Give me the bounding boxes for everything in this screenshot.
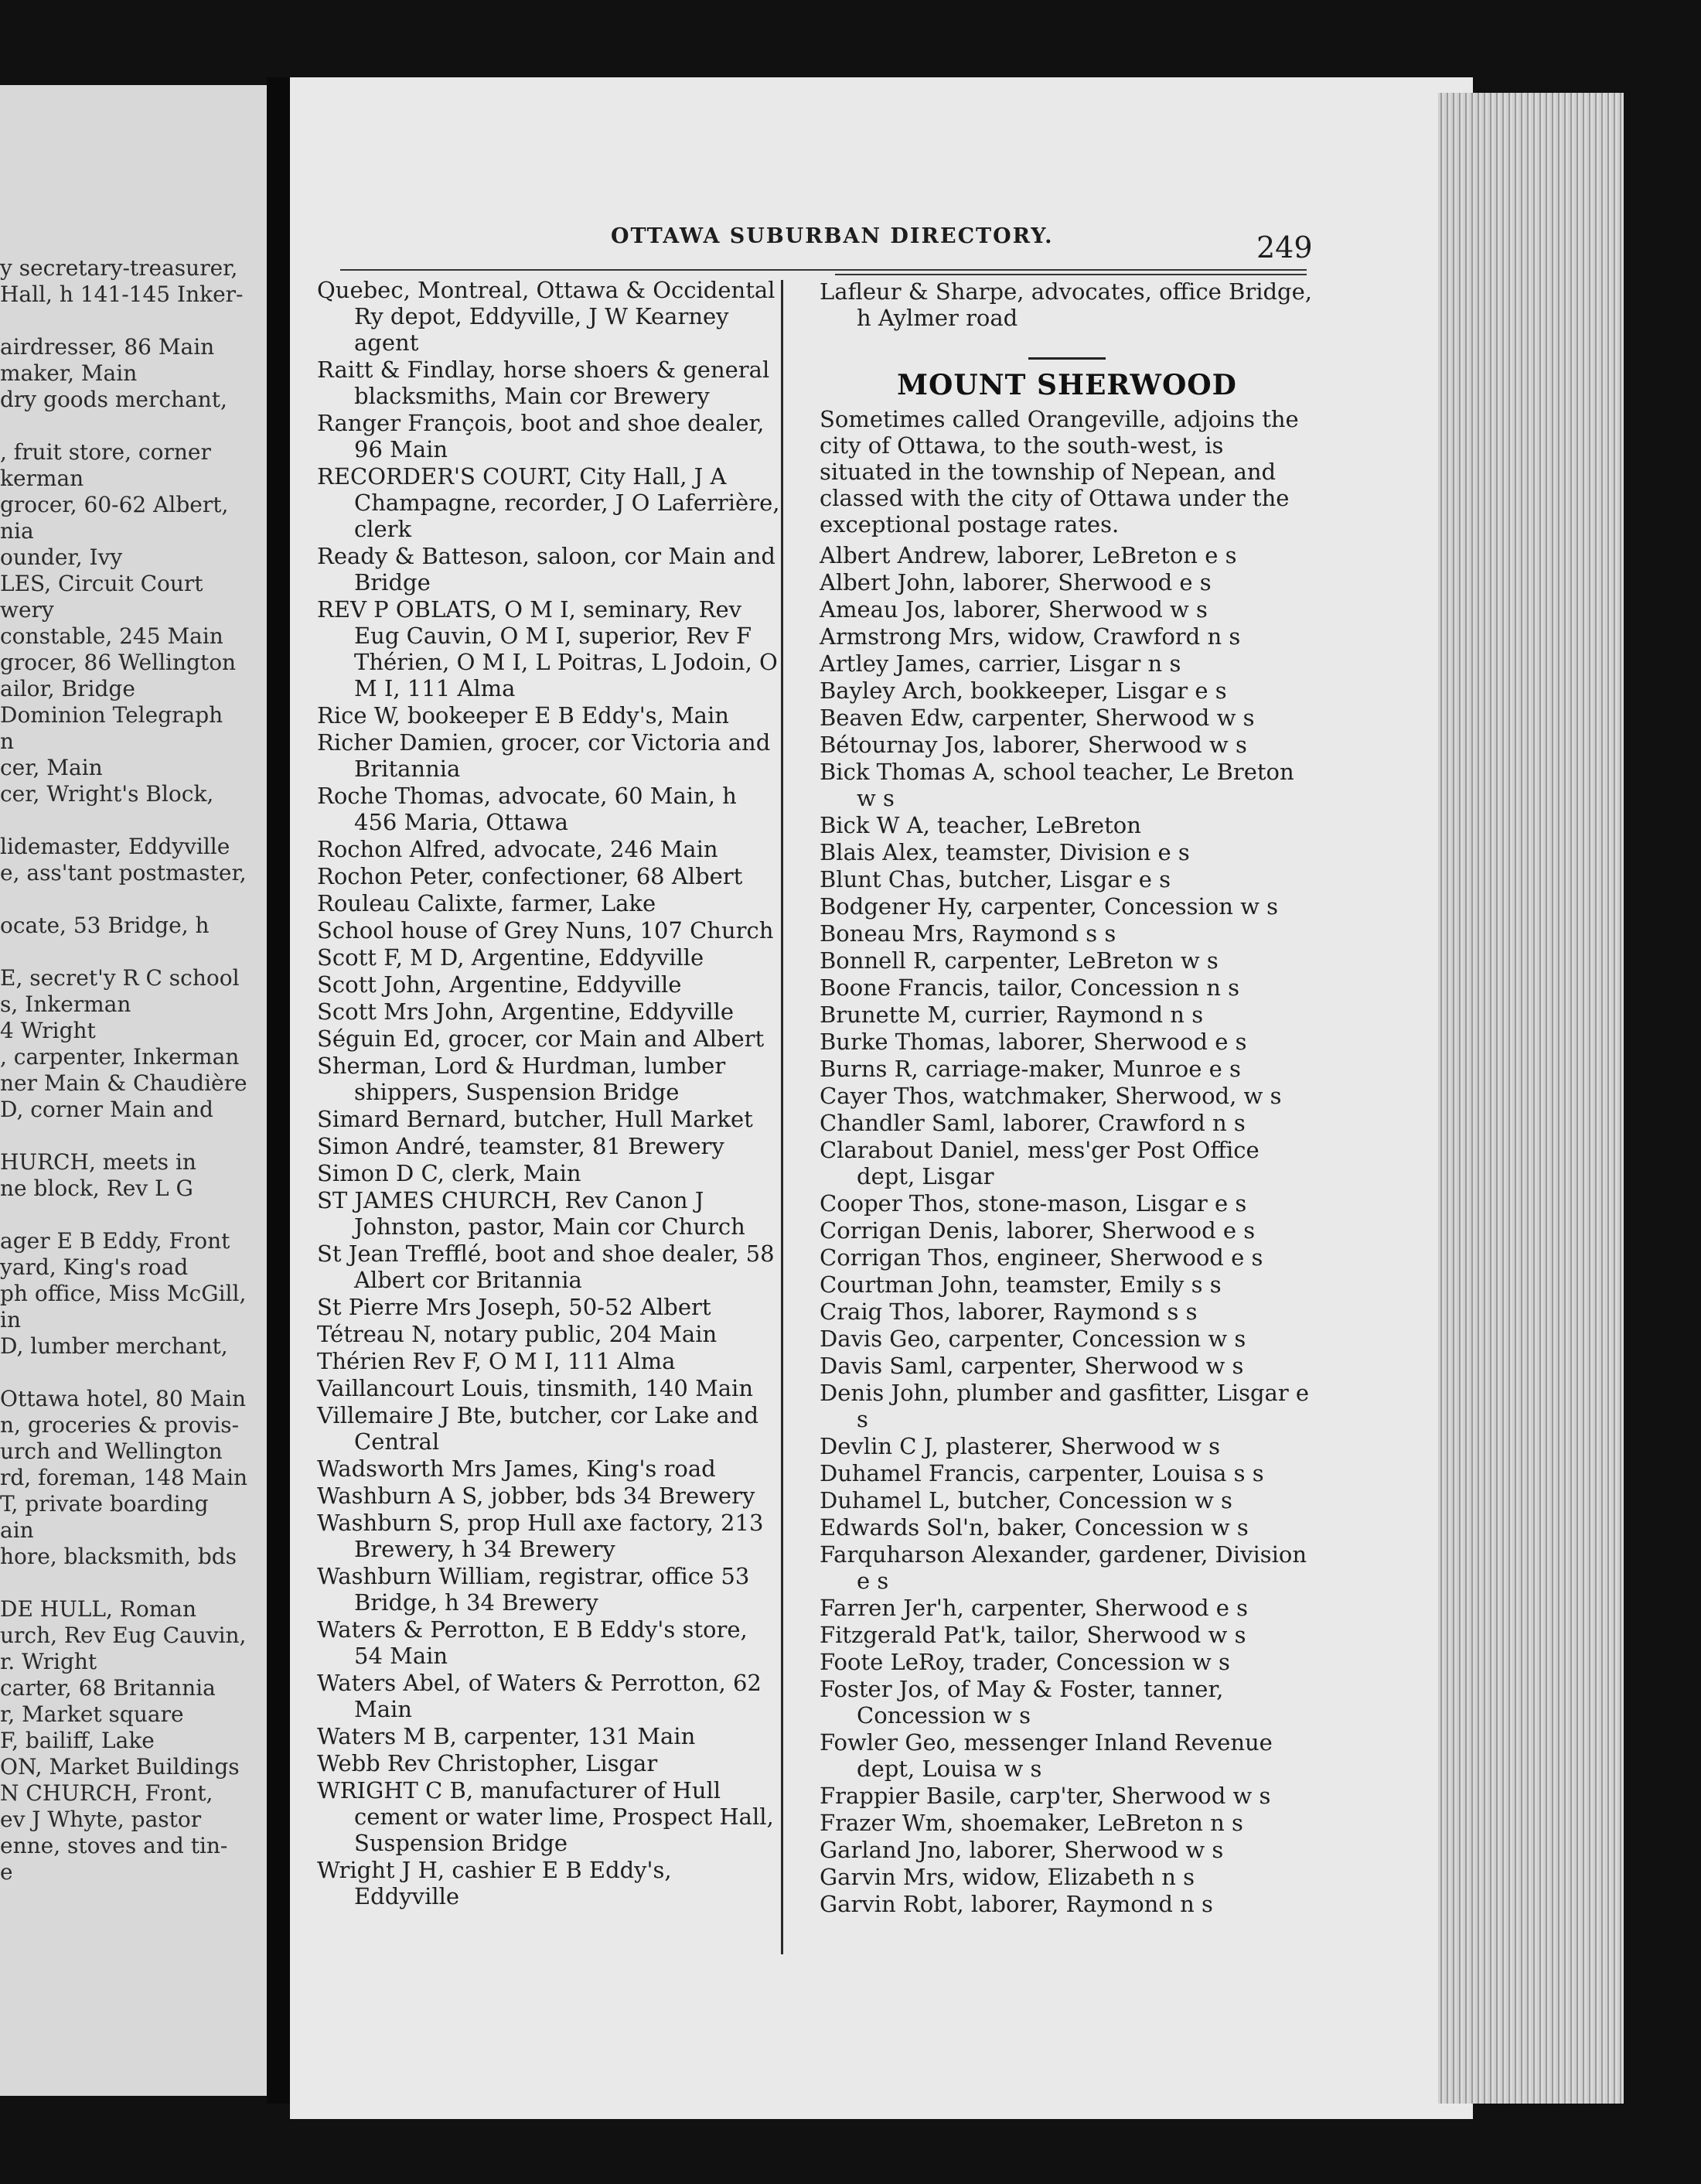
page-number: 249 <box>1256 230 1313 264</box>
directory-column-left <box>317 277 781 1910</box>
left-page-line: yard, King's road <box>0 1254 189 1280</box>
directory-entry: Washburn William, registrar, office 53 Bridge, h 34 Brewery <box>317 1563 750 1616</box>
left-page-line: enne, stoves and tin- <box>0 1833 228 1858</box>
left-page-line: Dominion Telegraph <box>0 702 223 728</box>
directory-entry: Foote LeRoy, trader, Concession w s <box>820 1649 1230 1675</box>
left-page-line: wery <box>0 597 54 623</box>
section-rule <box>1028 357 1106 360</box>
left-page-line: n <box>0 729 15 754</box>
left-page-line: Hall, h 141-145 Inker- <box>0 282 244 307</box>
directory-entry: Rochon Peter, confectioner, 68 Albert <box>317 863 743 889</box>
directory-entry: Rouleau Calixte, farmer, Lake <box>317 890 656 916</box>
directory-entry: Simon André, teamster, 81 Brewery <box>317 1133 724 1159</box>
directory-entry: Albert Andrew, laborer, LeBreton e s <box>820 542 1237 568</box>
directory-entry: Waters Abel, of Waters & Perrotton, 62 Main <box>317 1670 762 1722</box>
directory-entry: Raitt & Findlay, horse shoers & general blacksmiths, Main cor Brewery <box>317 357 770 409</box>
left-page-line: Ottawa hotel, 80 Main <box>0 1386 247 1411</box>
directory-entry: Bonnell R, carpenter, LeBreton w s <box>820 947 1219 974</box>
left-page-line: lidemaster, Eddyville <box>0 834 230 859</box>
left-page-line: , fruit store, corner <box>0 439 211 465</box>
left-page-line: , carpenter, Inkerman <box>0 1044 240 1070</box>
directory-entry: Corrigan Denis, laborer, Sherwood e s <box>820 1217 1256 1244</box>
left-page-line: nia <box>0 518 34 544</box>
directory-entry: Boneau Mrs, Raymond s s <box>820 920 1116 947</box>
left-page-line: e <box>0 1859 13 1885</box>
directory-entry: St Pierre Mrs Joseph, 50-52 Albert <box>317 1294 711 1320</box>
directory-entry: Simard Bernard, butcher, Hull Market <box>317 1106 753 1132</box>
left-page-line: ounder, Ivy <box>0 544 123 570</box>
directory-entry: Fowler Geo, messenger Inland Revenue dept, Louisa w s <box>820 1729 1273 1782</box>
directory-entry: REV P OBLATS, O M I, seminary, Rev Eug Cauvin, O M I, superior, Rev F Thérien, O M I, L Poitras, L Jodoin, O M I, 111 Alma <box>317 596 778 701</box>
directory-entry: Thérien Rev F, O M I, 111 Alma <box>317 1348 676 1374</box>
directory-entry: Clarabout Daniel, mess'ger Post Office dept, Lisgar <box>820 1137 1260 1189</box>
left-page-line: ocate, 53 Bridge, h <box>0 913 210 938</box>
left-page-line: urch and Wellington <box>0 1438 223 1464</box>
directory-entry: RECORDER'S COURT, City Hall, J A Champagne, recorder, J O Laferrière, clerk <box>317 463 780 542</box>
left-page-line: carter, 68 Britannia <box>0 1675 216 1701</box>
left-page-line: F, bailiff, Lake <box>0 1728 155 1753</box>
left-page-fragment <box>0 85 267 2096</box>
left-page-line: r, Market square <box>0 1701 184 1727</box>
directory-entry: WRIGHT C B, manufacturer of Hull cement or water lime, Prospect Hall, Suspension Bridge <box>317 1777 774 1856</box>
directory-entry: Craig Thos, laborer, Raymond s s <box>820 1298 1198 1325</box>
left-page-line: in <box>0 1307 21 1333</box>
directory-entry: Courtman John, teamster, Emily s s <box>820 1271 1222 1298</box>
left-page-line: N CHURCH, Front, <box>0 1780 213 1806</box>
left-page-line: kerman <box>0 466 84 491</box>
directory-entry: Vaillancourt Louis, tinsmith, 140 Main <box>317 1375 753 1401</box>
directory-entry: Waters M B, carpenter, 131 Main <box>317 1723 696 1749</box>
section-intro: Sometimes called Orangeville, adjoins the city of Ottawa, to the south-west, is situated in the township of Nepean, and classed with the city of Ottawa under the exceptional postage rates. <box>820 406 1299 537</box>
left-page-line: y secretary-treasurer, <box>0 255 238 281</box>
directory-entry: Washburn A S, jobber, bds 34 Brewery <box>317 1483 755 1509</box>
directory-entry: Corrigan Thos, engineer, Sherwood e s <box>820 1244 1263 1271</box>
directory-entry: Ameau Jos, laborer, Sherwood w s <box>820 596 1208 623</box>
directory-entry: Frappier Basile, carp'ter, Sherwood w s <box>820 1783 1271 1809</box>
directory-entry: Bodgener Hy, carpenter, Concession w s <box>820 893 1279 920</box>
directory-entry: Duhamel L, butcher, Concession w s <box>820 1487 1232 1513</box>
directory-entry: Garland Jno, laborer, Sherwood w s <box>820 1837 1224 1863</box>
directory-entry: Artley James, carrier, Lisgar n s <box>820 650 1181 677</box>
directory-entry: Davis Saml, carpenter, Sherwood w s <box>820 1353 1244 1379</box>
left-page-line: ailor, Bridge <box>0 676 135 701</box>
directory-entry: Chandler Saml, laborer, Crawford n s <box>820 1110 1246 1136</box>
directory-entry: Cayer Thos, watchmaker, Sherwood, w s <box>820 1083 1282 1109</box>
left-page-line: airdresser, 86 Main <box>0 334 215 360</box>
directory-entry: Waters & Perrotton, E B Eddy's store, 54 Main <box>317 1616 748 1669</box>
left-page-line: dry goods merchant, <box>0 387 227 412</box>
left-page-line: cer, Wright's Block, <box>0 781 214 807</box>
directory-entry: School house of Grey Nuns, 107 Church <box>317 917 774 944</box>
left-page-line: rd, foreman, 148 Main <box>0 1465 248 1490</box>
directory-entry: Rochon Alfred, advocate, 246 Main <box>317 836 718 862</box>
directory-column-right <box>820 278 1314 1918</box>
directory-entry: Quebec, Montreal, Ottawa & Occidental Ry depot, Eddyville, J W Kearney agent <box>317 277 776 356</box>
left-page-line: grocer, 86 Wellington <box>0 650 237 675</box>
left-page-line: maker, Main <box>0 360 138 386</box>
directory-entry: Davis Geo, carpenter, Concession w s <box>820 1326 1246 1352</box>
directory-entry: Scott John, Argentine, Eddyville <box>317 971 682 998</box>
directory-entry: Duhamel Francis, carpenter, Louisa s s <box>820 1460 1264 1486</box>
left-page-line: e, ass'tant postmaster, <box>0 860 247 886</box>
directory-entry: Webb Rev Christopher, Lisgar <box>317 1750 658 1776</box>
directory-entry: Roche Thomas, advocate, 60 Main, h 456 Maria, Ottawa <box>317 783 737 835</box>
directory-entry: Garvin Robt, laborer, Raymond n s <box>820 1891 1213 1917</box>
directory-entry: Burke Thomas, laborer, Sherwood e s <box>820 1029 1247 1055</box>
directory-entry: Ready & Batteson, saloon, cor Main and Bridge <box>317 543 776 595</box>
directory-entry: Séguin Ed, grocer, cor Main and Albert <box>317 1025 765 1052</box>
column-divider <box>781 280 783 1954</box>
directory-entry: Denis John, plumber and gasfitter, Lisgar e s <box>820 1380 1310 1432</box>
left-page-line: ager E B Eddy, Front <box>0 1228 230 1254</box>
left-page-line: 4 Wright <box>0 1018 96 1043</box>
left-page-line: r. Wright <box>0 1649 97 1674</box>
left-page-line: E, secret'y R C school <box>0 965 240 991</box>
left-page-line: constable, 245 Main <box>0 623 223 649</box>
directory-entry: Garvin Mrs, widow, Elizabeth n s <box>820 1864 1195 1890</box>
directory-entry: Bick Thomas A, school teacher, Le Breton w s <box>820 759 1294 811</box>
directory-entry: Scott F, M D, Argentine, Eddyville <box>317 944 704 971</box>
directory-entry: Ranger François, boot and shoe dealer, 96 Main <box>317 410 765 462</box>
directory-entry: Burns R, carriage-maker, Munroe e s <box>820 1056 1241 1082</box>
directory-entry: Farren Jer'h, carpenter, Sherwood e s <box>820 1595 1249 1621</box>
left-page-line: ner Main & Chaudière <box>0 1070 247 1096</box>
directory-entry: Blunt Chas, butcher, Lisgar e s <box>820 866 1171 892</box>
left-page-line: ev J Whyte, pastor <box>0 1807 202 1832</box>
header-rule-double <box>835 274 1307 275</box>
left-page-line: hore, blacksmith, bds <box>0 1544 237 1569</box>
directory-entry: Boone Francis, tailor, Concession n s <box>820 974 1240 1001</box>
directory-entry: Beaven Edw, carpenter, Sherwood w s <box>820 705 1255 731</box>
directory-entry: Lafleur & Sharpe, advocates, office Bridge, h Aylmer road <box>820 278 1312 331</box>
left-page-line: ph office, Miss McGill, <box>0 1281 247 1306</box>
directory-entry: Foster Jos, of May & Foster, tanner, Concession w s <box>820 1676 1224 1728</box>
directory-entry: Villemaire J Bte, butcher, cor Lake and Central <box>317 1402 759 1455</box>
left-page-line: ne block, Rev L G <box>0 1176 193 1201</box>
left-page-line: D, corner Main and <box>0 1097 213 1122</box>
directory-entry: Simon D C, clerk, Main <box>317 1160 581 1186</box>
directory-entry: Wright J H, cashier E B Eddy's, Eddyville <box>317 1857 672 1909</box>
header-rule <box>340 269 1307 271</box>
directory-entry: St Jean Trefflé, boot and shoe dealer, 58 Albert cor Britannia <box>317 1240 775 1293</box>
left-page-line: s, Inkerman <box>0 991 131 1017</box>
directory-entry: Bétournay Jos, laborer, Sherwood w s <box>820 732 1247 758</box>
left-page-line: n, groceries & provis- <box>0 1412 240 1438</box>
directory-entry: Fitzgerald Pat'k, tailor, Sherwood w s <box>820 1622 1246 1648</box>
directory-entry: Richer Damien, grocer, cor Victoria and Britannia <box>317 729 771 782</box>
left-page-line: LES, Circuit Court <box>0 571 203 596</box>
page-edges <box>1438 93 1624 2104</box>
directory-entry: Farquharson Alexander, gardener, Division e s <box>820 1541 1307 1594</box>
directory-entry: Tétreau N, notary public, 204 Main <box>317 1321 718 1347</box>
left-page-line: ON, Market Buildings <box>0 1754 240 1780</box>
left-page-line: T, private boarding <box>0 1491 209 1517</box>
left-page-line: DE HULL, Roman <box>0 1596 197 1622</box>
directory-entry: Sherman, Lord & Hurdman, lumber shippers, Suspension Bridge <box>317 1053 726 1105</box>
directory-entry: Armstrong Mrs, widow, Crawford n s <box>820 623 1241 650</box>
directory-entry: Edwards Sol'n, baker, Concession w s <box>820 1514 1249 1541</box>
directory-entry: ST JAMES CHURCH, Rev Canon J Johnston, pastor, Main cor Church <box>317 1187 745 1240</box>
left-page-line: HURCH, meets in <box>0 1149 196 1175</box>
directory-entry: Bayley Arch, bookkeeper, Lisgar e s <box>820 677 1227 704</box>
left-page-line: ain <box>0 1517 34 1543</box>
directory-entry: Scott Mrs John, Argentine, Eddyville <box>317 998 735 1025</box>
running-head: OTTAWA SUBURBAN DIRECTORY. <box>611 224 1054 248</box>
directory-entry: Devlin C J, plasterer, Sherwood w s <box>820 1433 1220 1459</box>
directory-entry: Albert John, laborer, Sherwood e s <box>820 569 1212 595</box>
section-title: MOUNT SHERWOOD <box>897 369 1237 401</box>
directory-entry: Blais Alex, teamster, Division e s <box>820 839 1190 865</box>
directory-entry: Frazer Wm, shoemaker, LeBreton n s <box>820 1810 1243 1836</box>
left-page-line: D, lumber merchant, <box>0 1333 228 1359</box>
left-page-line: urch, Rev Eug Cauvin, <box>0 1623 247 1648</box>
left-page-line: grocer, 60-62 Albert, <box>0 492 229 517</box>
directory-entry: Brunette M, currier, Raymond n s <box>820 1002 1204 1028</box>
left-page-line: cer, Main <box>0 755 103 780</box>
directory-entry: Bick W A, teacher, LeBreton <box>820 812 1141 838</box>
directory-entry: Washburn S, prop Hull axe factory, 213 Brewery, h 34 Brewery <box>317 1510 764 1562</box>
directory-entry: Rice W, bookeeper E B Eddy's, Main <box>317 702 729 729</box>
directory-entry: Wadsworth Mrs James, King's road <box>317 1455 716 1482</box>
directory-entry: Cooper Thos, stone-mason, Lisgar e s <box>820 1190 1247 1217</box>
